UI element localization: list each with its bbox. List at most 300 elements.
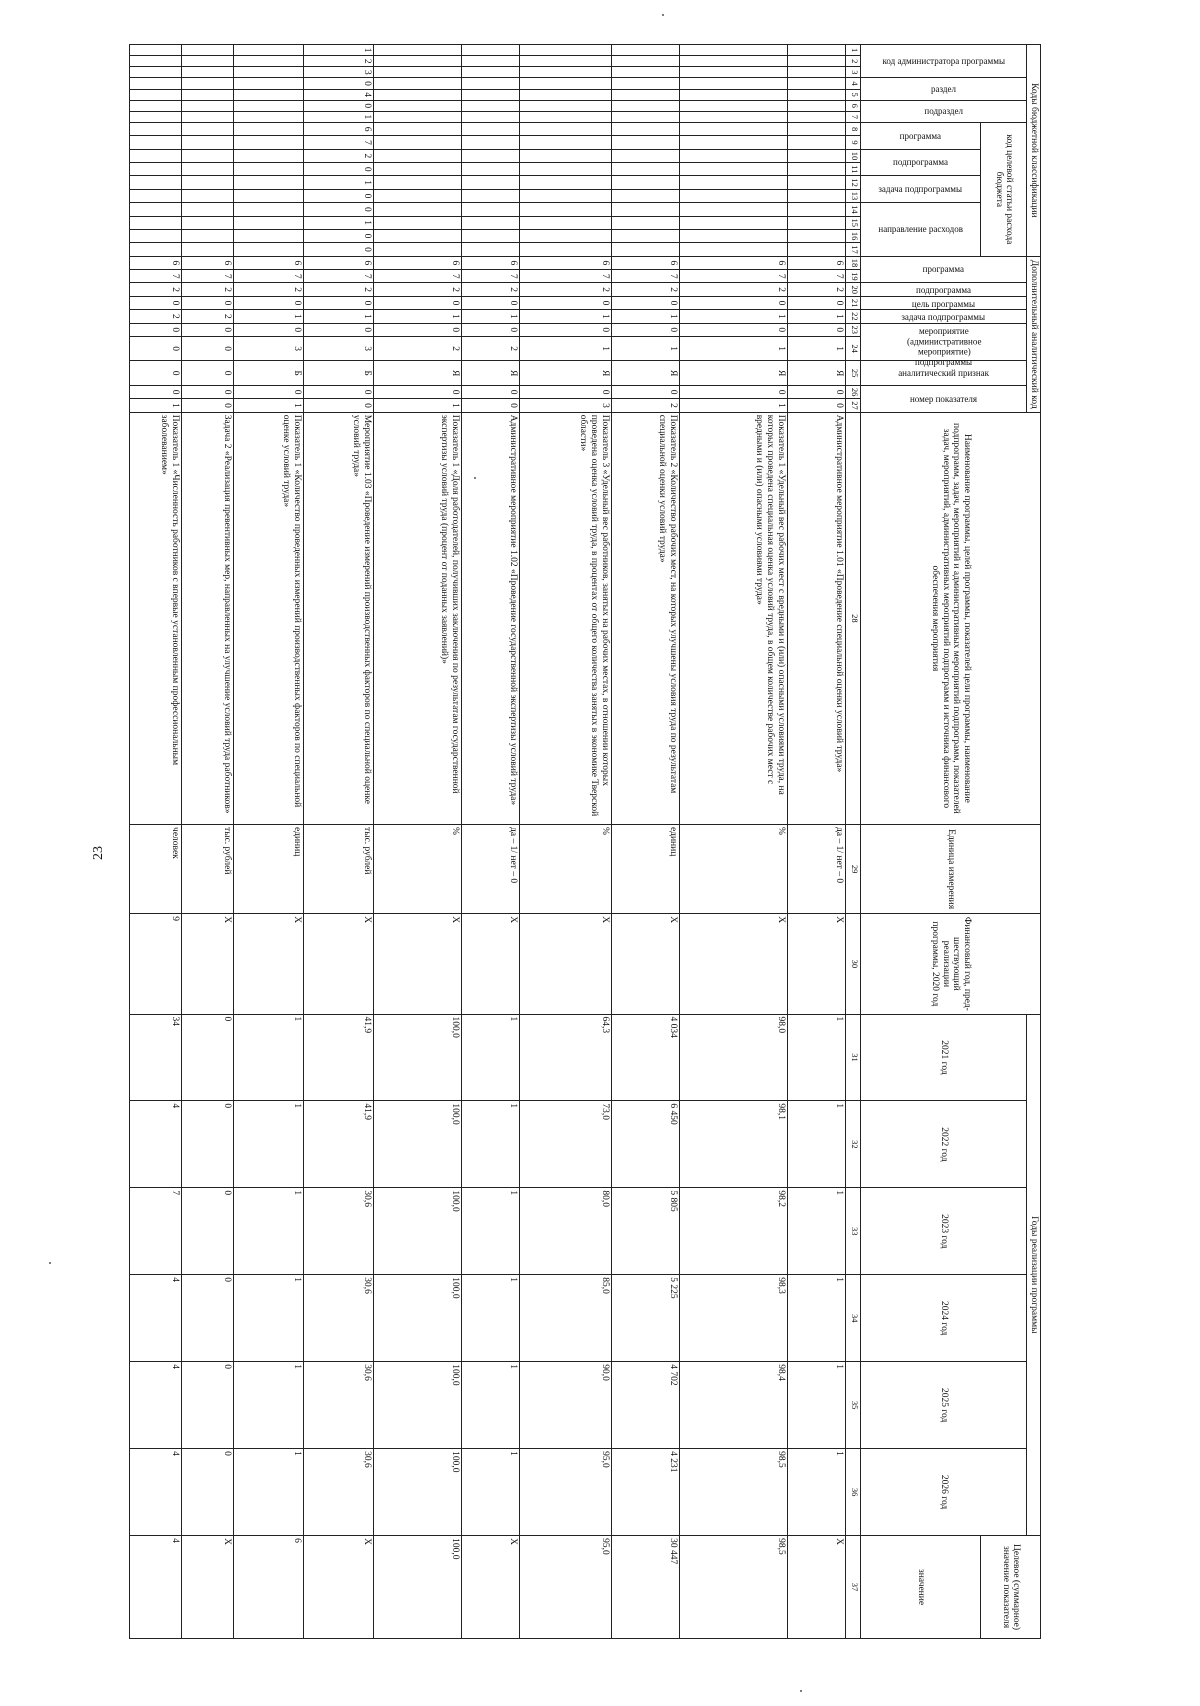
row-year-value: 100,0 bbox=[374, 1188, 462, 1275]
row-year-2020: Х bbox=[182, 914, 234, 1014]
code-cell bbox=[680, 56, 788, 67]
column-number: 3 bbox=[846, 67, 861, 78]
code-cell bbox=[234, 45, 304, 56]
code-cell bbox=[374, 189, 462, 202]
code-cell bbox=[680, 67, 788, 78]
row-unit: тыс. рублей bbox=[182, 825, 234, 914]
code-cell bbox=[520, 189, 612, 202]
code-cell bbox=[788, 243, 846, 257]
code-cell bbox=[130, 89, 182, 100]
code-cell bbox=[130, 78, 182, 89]
code-cell: 0 bbox=[130, 385, 182, 398]
code-cell bbox=[374, 122, 462, 135]
row-unit: % bbox=[680, 825, 788, 914]
row-year-value: 4 231 bbox=[612, 1449, 680, 1536]
row-target: 6 bbox=[234, 1536, 304, 1639]
code-cell: 2 bbox=[612, 399, 680, 412]
row-year-value: 73,0 bbox=[520, 1101, 612, 1188]
code-cell: 1 bbox=[612, 336, 680, 361]
row-unit: тыс. рублей bbox=[304, 825, 374, 914]
row-year-value: 4 bbox=[130, 1362, 182, 1449]
code-cell bbox=[788, 67, 846, 78]
code-cell: 4 bbox=[304, 89, 374, 100]
row-year-value: 4 bbox=[130, 1101, 182, 1188]
row-year-value: 30,6 bbox=[304, 1188, 374, 1275]
row-target: Х bbox=[788, 1536, 846, 1639]
code-cell bbox=[374, 100, 462, 111]
code-cell bbox=[788, 78, 846, 89]
code-cell: Б bbox=[304, 361, 374, 386]
row-target: 4 bbox=[130, 1536, 182, 1639]
code-cell: 1 bbox=[788, 310, 846, 323]
column-number: 27 bbox=[846, 399, 861, 412]
code-cell bbox=[788, 122, 846, 135]
code-cell bbox=[788, 149, 846, 162]
row-year-value: 1 bbox=[462, 1449, 520, 1536]
header-y2025: 2025 год bbox=[861, 1362, 1027, 1449]
code-cell bbox=[234, 67, 304, 78]
column-number: 12 bbox=[846, 176, 861, 189]
code-cell: 1 bbox=[304, 176, 374, 189]
code-cell bbox=[182, 243, 234, 257]
code-cell: 2 bbox=[680, 283, 788, 296]
code-cell bbox=[788, 163, 846, 176]
code-cell: 1 bbox=[374, 399, 462, 412]
code-cell bbox=[182, 89, 234, 100]
table-row bbox=[788, 45, 846, 1639]
code-cell: 0 bbox=[234, 296, 304, 309]
code-cell bbox=[612, 136, 680, 149]
code-cell: 6 bbox=[182, 256, 234, 269]
row-year-value: 100,0 bbox=[374, 1101, 462, 1188]
row-target: 30 447 bbox=[612, 1536, 680, 1639]
code-cell bbox=[234, 100, 304, 111]
code-cell bbox=[788, 45, 846, 56]
code-cell bbox=[374, 45, 462, 56]
row-year-value: 1 bbox=[234, 1449, 304, 1536]
column-number: 17 bbox=[846, 243, 861, 257]
header-subprogram: подпрограмма bbox=[893, 157, 949, 168]
code-cell bbox=[234, 176, 304, 189]
code-cell bbox=[788, 189, 846, 202]
code-cell: 7 bbox=[788, 270, 846, 283]
code-cell: 0 bbox=[130, 323, 182, 336]
table-row bbox=[612, 45, 680, 1639]
code-cell bbox=[182, 67, 234, 78]
code-cell: 0 bbox=[462, 399, 520, 412]
code-cell bbox=[130, 100, 182, 111]
row-year-2020: Х bbox=[462, 914, 520, 1014]
code-cell bbox=[520, 243, 612, 257]
row-year-value: 0 bbox=[182, 1101, 234, 1188]
code-cell: 0 bbox=[182, 399, 234, 412]
row-year-value: 98,4 bbox=[680, 1362, 788, 1449]
code-cell: 1 bbox=[304, 45, 374, 56]
code-cell bbox=[612, 176, 680, 189]
code-cell bbox=[234, 89, 304, 100]
code-cell: 0 bbox=[680, 323, 788, 336]
code-cell: 0 bbox=[612, 385, 680, 398]
code-cell: 0 bbox=[304, 163, 374, 176]
code-cell: 1 bbox=[680, 310, 788, 323]
row-name: Мероприятие 1.03 «Проведение измерений производственных факторов по специальной оценке условий труда» bbox=[304, 412, 374, 824]
row-year-value: 100,0 bbox=[374, 1449, 462, 1536]
code-cell bbox=[462, 67, 520, 78]
header-ac-analytic: аналитический признак bbox=[898, 367, 989, 378]
code-cell bbox=[520, 176, 612, 189]
code-cell: 2 bbox=[182, 310, 234, 323]
code-cell: 3 bbox=[304, 67, 374, 78]
code-cell bbox=[130, 243, 182, 257]
row-target: Х bbox=[304, 1536, 374, 1639]
row-year-2020: 9 bbox=[130, 914, 182, 1014]
header-task-subprogram: задача подпрограммы bbox=[878, 184, 963, 195]
table-row bbox=[520, 45, 612, 1639]
code-cell bbox=[788, 203, 846, 216]
row-year-value: 0 bbox=[182, 1014, 234, 1101]
code-cell: 0 bbox=[462, 385, 520, 398]
code-cell: 6 bbox=[788, 256, 846, 269]
code-cell: 0 bbox=[374, 296, 462, 309]
column-number: 34 bbox=[846, 1275, 861, 1362]
code-cell bbox=[520, 149, 612, 162]
code-cell: 6 bbox=[612, 256, 680, 269]
code-cell bbox=[612, 216, 680, 229]
code-cell bbox=[520, 56, 612, 67]
code-cell: 6 bbox=[130, 256, 182, 269]
code-cell: 0 bbox=[788, 296, 846, 309]
code-cell: 3 bbox=[234, 336, 304, 361]
row-year-value: 80,0 bbox=[520, 1188, 612, 1275]
code-cell bbox=[520, 163, 612, 176]
header-ac-program: программа bbox=[922, 264, 965, 275]
code-cell bbox=[680, 45, 788, 56]
code-cell bbox=[520, 89, 612, 100]
row-name: Административное мероприятие 1.02 «Проведение государственной экспертизы условий труда» bbox=[462, 412, 520, 824]
code-cell: 7 bbox=[374, 270, 462, 283]
code-cell bbox=[520, 111, 612, 122]
code-cell: 0 bbox=[304, 229, 374, 242]
row-year-value: 7 bbox=[130, 1188, 182, 1275]
row-year-value: 1 bbox=[234, 1275, 304, 1362]
row-year-value: 4 034 bbox=[612, 1014, 680, 1101]
code-cell bbox=[130, 216, 182, 229]
code-cell: 1 bbox=[374, 310, 462, 323]
header-years: Годы реализации программы bbox=[1027, 1014, 1041, 1536]
row-target: 100,0 bbox=[374, 1536, 462, 1639]
code-cell bbox=[680, 78, 788, 89]
row-year-value: 100,0 bbox=[374, 1362, 462, 1449]
code-cell: 6 bbox=[680, 256, 788, 269]
column-number: 29 bbox=[846, 825, 861, 914]
code-cell: 0 bbox=[462, 296, 520, 309]
code-cell bbox=[462, 111, 520, 122]
code-cell: 0 bbox=[304, 385, 374, 398]
row-name: Показатель 3 «Удельный вес работников, занятых на рабочих местах, в отношении которых проведена оценка условий труда, в процентах от общего количества занятых в экономике Тверской области» bbox=[520, 412, 612, 824]
code-cell: 0 bbox=[182, 296, 234, 309]
code-cell: 7 bbox=[130, 270, 182, 283]
code-cell bbox=[182, 189, 234, 202]
row-year-value: 30,6 bbox=[304, 1362, 374, 1449]
code-cell bbox=[374, 229, 462, 242]
column-number: 1 bbox=[846, 45, 861, 56]
code-cell: 7 bbox=[462, 270, 520, 283]
header-section: раздел bbox=[931, 83, 957, 94]
code-cell: 1 bbox=[304, 111, 374, 122]
code-cell bbox=[612, 67, 680, 78]
code-cell: 7 bbox=[182, 270, 234, 283]
row-target: 98,5 bbox=[680, 1536, 788, 1639]
code-cell: 1 bbox=[304, 310, 374, 323]
code-cell bbox=[130, 203, 182, 216]
code-cell: 7 bbox=[520, 270, 612, 283]
code-cell: Я bbox=[612, 361, 680, 386]
code-cell bbox=[130, 67, 182, 78]
code-cell bbox=[788, 56, 846, 67]
column-number: 33 bbox=[846, 1188, 861, 1275]
code-cell: 0 bbox=[520, 385, 612, 398]
row-year-2020: Х bbox=[788, 914, 846, 1014]
row-year-value: 0 bbox=[182, 1188, 234, 1275]
row-year-value: 34 bbox=[130, 1014, 182, 1101]
code-cell bbox=[462, 136, 520, 149]
column-number: 8 bbox=[846, 122, 861, 135]
code-cell: 6 bbox=[462, 256, 520, 269]
row-unit: человек bbox=[130, 825, 182, 914]
row-year-value: 98,5 bbox=[680, 1449, 788, 1536]
column-number: 4 bbox=[846, 78, 861, 89]
code-cell bbox=[612, 89, 680, 100]
code-cell: 0 bbox=[680, 296, 788, 309]
code-cell bbox=[680, 163, 788, 176]
table-body bbox=[130, 45, 846, 1639]
code-cell bbox=[374, 136, 462, 149]
code-cell: 7 bbox=[612, 270, 680, 283]
code-cell: Я bbox=[374, 361, 462, 386]
row-year-value: 5 805 bbox=[612, 1188, 680, 1275]
code-cell bbox=[462, 243, 520, 257]
code-cell bbox=[520, 136, 612, 149]
code-cell: Я bbox=[520, 361, 612, 386]
code-cell bbox=[462, 149, 520, 162]
header-ac-indicator: номер показателя bbox=[910, 393, 978, 404]
code-cell bbox=[788, 111, 846, 122]
code-cell bbox=[680, 243, 788, 257]
code-cell bbox=[234, 149, 304, 162]
code-cell bbox=[234, 136, 304, 149]
row-year-value: 1 bbox=[462, 1188, 520, 1275]
column-number: 15 bbox=[846, 216, 861, 229]
code-cell: 0 bbox=[304, 189, 374, 202]
code-cell bbox=[788, 229, 846, 242]
row-year-2020: Х bbox=[520, 914, 612, 1014]
code-cell bbox=[680, 216, 788, 229]
code-cell bbox=[680, 203, 788, 216]
code-cell: 0 bbox=[304, 78, 374, 89]
row-year-value: 41,9 bbox=[304, 1014, 374, 1101]
code-cell: 2 bbox=[182, 283, 234, 296]
code-cell: 6 bbox=[304, 122, 374, 135]
code-cell: Я bbox=[680, 361, 788, 386]
code-cell bbox=[612, 45, 680, 56]
row-unit: да – 1/ нет – 0 bbox=[462, 825, 520, 914]
code-cell: 0 bbox=[374, 385, 462, 398]
code-cell bbox=[612, 163, 680, 176]
code-cell bbox=[612, 243, 680, 257]
code-cell bbox=[788, 100, 846, 111]
row-year-value: 1 bbox=[788, 1362, 846, 1449]
code-cell: 0 bbox=[612, 323, 680, 336]
code-cell bbox=[182, 229, 234, 242]
row-target: Х bbox=[182, 1536, 234, 1639]
header-target-code: код целевой статьи расхода бюджета bbox=[981, 122, 1027, 256]
row-name: Показатель 1 «Количество проведенных измерений производственных факторов по специальной оценке условий труда» bbox=[234, 412, 304, 824]
row-year-value: 30,6 bbox=[304, 1275, 374, 1362]
code-cell bbox=[462, 176, 520, 189]
code-cell bbox=[234, 243, 304, 257]
code-cell: 6 bbox=[520, 256, 612, 269]
code-cell bbox=[612, 56, 680, 67]
code-cell bbox=[788, 136, 846, 149]
header-y2021: 2021 год bbox=[861, 1014, 1027, 1101]
code-cell: 0 bbox=[130, 361, 182, 386]
code-cell: Б bbox=[234, 361, 304, 386]
header-admin-code: код администратора программы bbox=[882, 56, 1005, 67]
program-table bbox=[129, 44, 1041, 1639]
code-cell: 1 bbox=[462, 310, 520, 323]
code-cell: 7 bbox=[234, 270, 304, 283]
column-number: 5 bbox=[846, 89, 861, 100]
code-cell: 2 bbox=[612, 283, 680, 296]
code-cell bbox=[374, 111, 462, 122]
code-cell bbox=[462, 216, 520, 229]
code-cell bbox=[680, 136, 788, 149]
code-cell bbox=[462, 122, 520, 135]
row-year-value: 1 bbox=[234, 1014, 304, 1101]
row-year-value: 1 bbox=[462, 1101, 520, 1188]
column-number: 31 bbox=[846, 1014, 861, 1101]
code-cell bbox=[374, 78, 462, 89]
code-cell bbox=[612, 78, 680, 89]
row-year-2020: Х bbox=[304, 914, 374, 1014]
code-cell: 0 bbox=[304, 243, 374, 257]
row-year-value: 4 bbox=[130, 1449, 182, 1536]
code-cell: 0 bbox=[182, 361, 234, 386]
column-number: 13 bbox=[846, 189, 861, 202]
code-cell: 2 bbox=[462, 283, 520, 296]
code-cell bbox=[612, 100, 680, 111]
code-cell bbox=[234, 56, 304, 67]
code-cell: 1 bbox=[520, 336, 612, 361]
code-cell: 6 bbox=[304, 256, 374, 269]
code-cell bbox=[520, 45, 612, 56]
code-cell bbox=[462, 189, 520, 202]
code-cell: Я bbox=[788, 361, 846, 386]
code-cell: 0 bbox=[788, 385, 846, 398]
code-cell bbox=[680, 189, 788, 202]
row-year-value: 1 bbox=[462, 1014, 520, 1101]
row-year-2020: Х bbox=[374, 914, 462, 1014]
code-cell bbox=[520, 216, 612, 229]
row-name: Административное мероприятие 1.01 «Проведение специальной оценки условий труда» bbox=[788, 412, 846, 824]
table-row bbox=[680, 45, 788, 1639]
page-number: 23 bbox=[91, 846, 106, 860]
code-cell: 0 bbox=[304, 296, 374, 309]
code-cell: 1 bbox=[612, 310, 680, 323]
row-year-value: 98,1 bbox=[680, 1101, 788, 1188]
header-y2023: 2023 год bbox=[861, 1188, 1027, 1275]
code-cell bbox=[234, 216, 304, 229]
code-cell: 0 bbox=[234, 323, 304, 336]
row-year-value: 98,3 bbox=[680, 1275, 788, 1362]
column-number: 20 bbox=[846, 283, 861, 296]
code-cell: 1 bbox=[520, 310, 612, 323]
code-cell bbox=[680, 89, 788, 100]
row-year-value: 0 bbox=[182, 1362, 234, 1449]
header-ac-measure: мероприятие (административное мероприятие) подпрограммы bbox=[906, 325, 981, 367]
code-cell bbox=[374, 67, 462, 78]
code-cell bbox=[130, 45, 182, 56]
column-number: 26 bbox=[846, 385, 861, 398]
code-cell bbox=[680, 111, 788, 122]
header-ac-goal: цель программы bbox=[912, 298, 976, 309]
header-fin-year: Финансовый год, пред-шествующий реализации программы, 2020 год bbox=[861, 914, 1041, 1014]
row-unit: единиц bbox=[612, 825, 680, 914]
code-cell bbox=[130, 122, 182, 135]
code-cell: 0 bbox=[520, 323, 612, 336]
row-year-value: 1 bbox=[788, 1101, 846, 1188]
code-cell: 2 bbox=[304, 56, 374, 67]
code-cell bbox=[462, 89, 520, 100]
code-cell bbox=[234, 203, 304, 216]
column-number: 23 bbox=[846, 323, 861, 336]
code-cell: Я bbox=[462, 361, 520, 386]
header-subsection: подраздел bbox=[924, 106, 963, 117]
code-cell bbox=[462, 229, 520, 242]
code-cell: 0 bbox=[304, 323, 374, 336]
code-cell bbox=[462, 78, 520, 89]
row-year-value: 98,0 bbox=[680, 1014, 788, 1101]
table-row bbox=[374, 45, 462, 1639]
code-cell bbox=[130, 176, 182, 189]
code-cell bbox=[374, 203, 462, 216]
code-cell bbox=[374, 216, 462, 229]
code-cell: 0 bbox=[304, 399, 374, 412]
code-cell bbox=[374, 243, 462, 257]
row-unit: % bbox=[374, 825, 462, 914]
code-cell bbox=[234, 78, 304, 89]
rotated-table-wrapper bbox=[159, 44, 1041, 1639]
code-cell bbox=[462, 203, 520, 216]
code-cell bbox=[680, 122, 788, 135]
column-number: 18 bbox=[846, 256, 861, 269]
code-cell: 0 bbox=[304, 100, 374, 111]
row-year-value: 100,0 bbox=[374, 1014, 462, 1101]
code-cell: 2 bbox=[304, 149, 374, 162]
code-cell bbox=[788, 176, 846, 189]
code-cell bbox=[788, 89, 846, 100]
code-cell bbox=[182, 216, 234, 229]
row-year-value: 6 450 bbox=[612, 1101, 680, 1188]
code-cell: 0 bbox=[304, 203, 374, 216]
code-cell: 0 bbox=[374, 323, 462, 336]
code-cell: 0 bbox=[182, 336, 234, 361]
column-number: 21 bbox=[846, 296, 861, 309]
code-cell: 0 bbox=[182, 385, 234, 398]
column-number: 10 bbox=[846, 149, 861, 162]
code-cell: 2 bbox=[130, 310, 182, 323]
code-cell: 6 bbox=[234, 256, 304, 269]
